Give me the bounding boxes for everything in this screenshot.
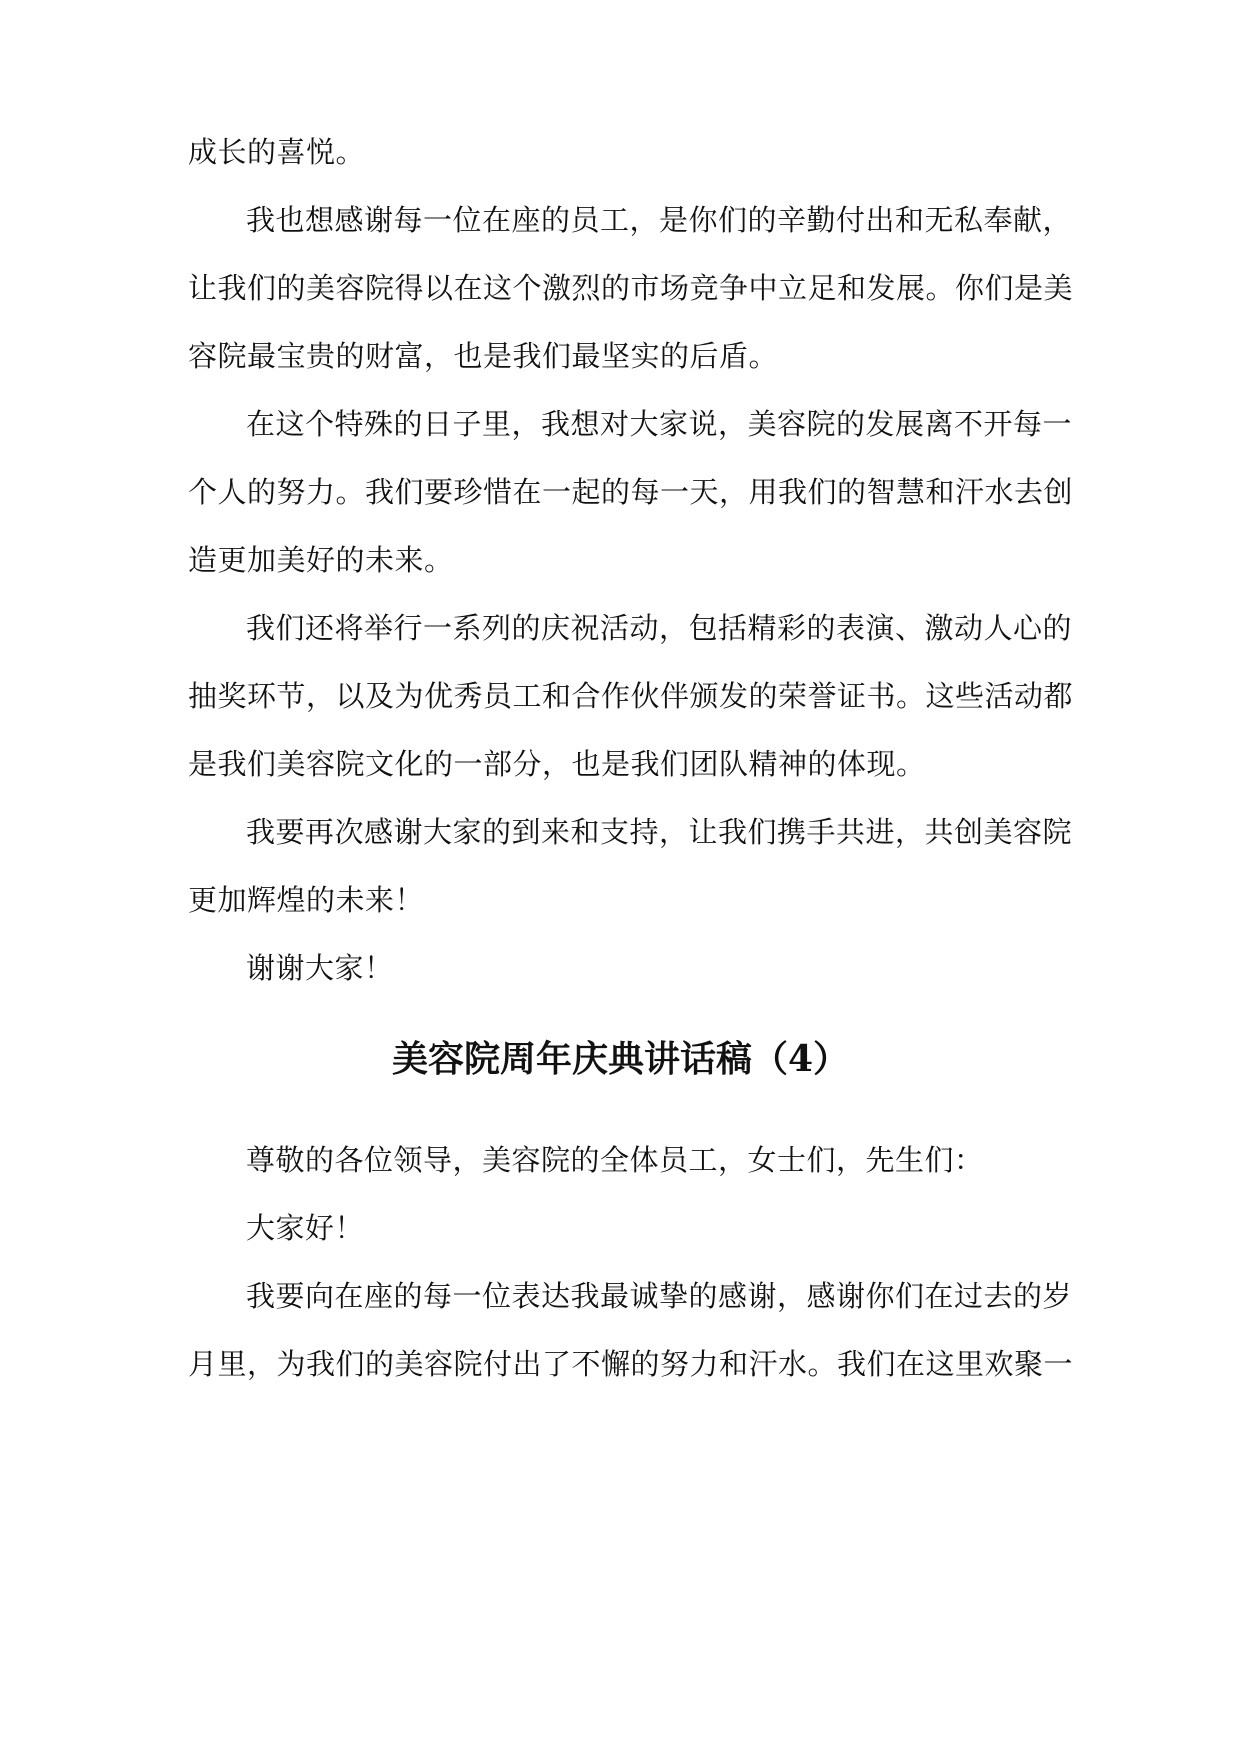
paragraph-thanks-staff-line-2: 让我们的美容院得以在这个激烈的市场竞争中立足和发展。你们是美 <box>188 271 1074 305</box>
paragraph-thanks-staff-line-1: 我也想感谢每一位在座的员工，是你们的辛勤付出和无私奉献， <box>246 203 1073 237</box>
paragraph-activities-line-1: 我们还将举行一系列的庆祝活动，包括精彩的表演、激动人心的 <box>246 611 1073 645</box>
paragraph-thank-all-line-1: 谢谢大家！ <box>246 951 394 985</box>
paragraph-special-day-line-2: 个人的努力。我们要珍惜在一起的每一天，用我们的智慧和汗水去创 <box>188 475 1074 509</box>
paragraph-gratitude-line-2: 月里，为我们的美容院付出了不懈的努力和汗水。我们在这里欢聚一 <box>188 1347 1074 1381</box>
paragraph-closing-line-2: 更加辉煌的未来！ <box>188 883 425 917</box>
paragraph-activities-line-2: 抽奖环节，以及为优秀员工和合作伙伴颁发的荣誉证书。这些活动都 <box>188 679 1074 713</box>
paragraph-continued-line-1: 成长的喜悦。 <box>188 135 366 169</box>
section-title: 美容院周年庆典讲话稿（4） <box>391 1038 850 1080</box>
paragraph-activities-line-3: 是我们美容院文化的一部分，也是我们团队精神的体现。 <box>188 747 926 781</box>
paragraph-salutation-line-1: 尊敬的各位领导，美容院的全体员工，女士们，先生们： <box>246 1143 984 1177</box>
paragraph-special-day-line-3: 造更加美好的未来。 <box>188 543 454 577</box>
paragraph-greeting-line-1: 大家好！ <box>246 1211 365 1245</box>
paragraph-closing-line-1: 我要再次感谢大家的到来和支持，让我们携手共进，共创美容院 <box>246 815 1073 849</box>
paragraph-special-day-line-1: 在这个特殊的日子里，我想对大家说，美容院的发展离不开每一 <box>246 407 1073 441</box>
paragraph-gratitude-line-1: 我要向在座的每一位表达我最诚挚的感谢，感谢你们在过去的岁 <box>246 1279 1073 1313</box>
paragraph-thanks-staff-line-3: 容院最宝贵的财富，也是我们最坚实的后盾。 <box>188 339 779 373</box>
